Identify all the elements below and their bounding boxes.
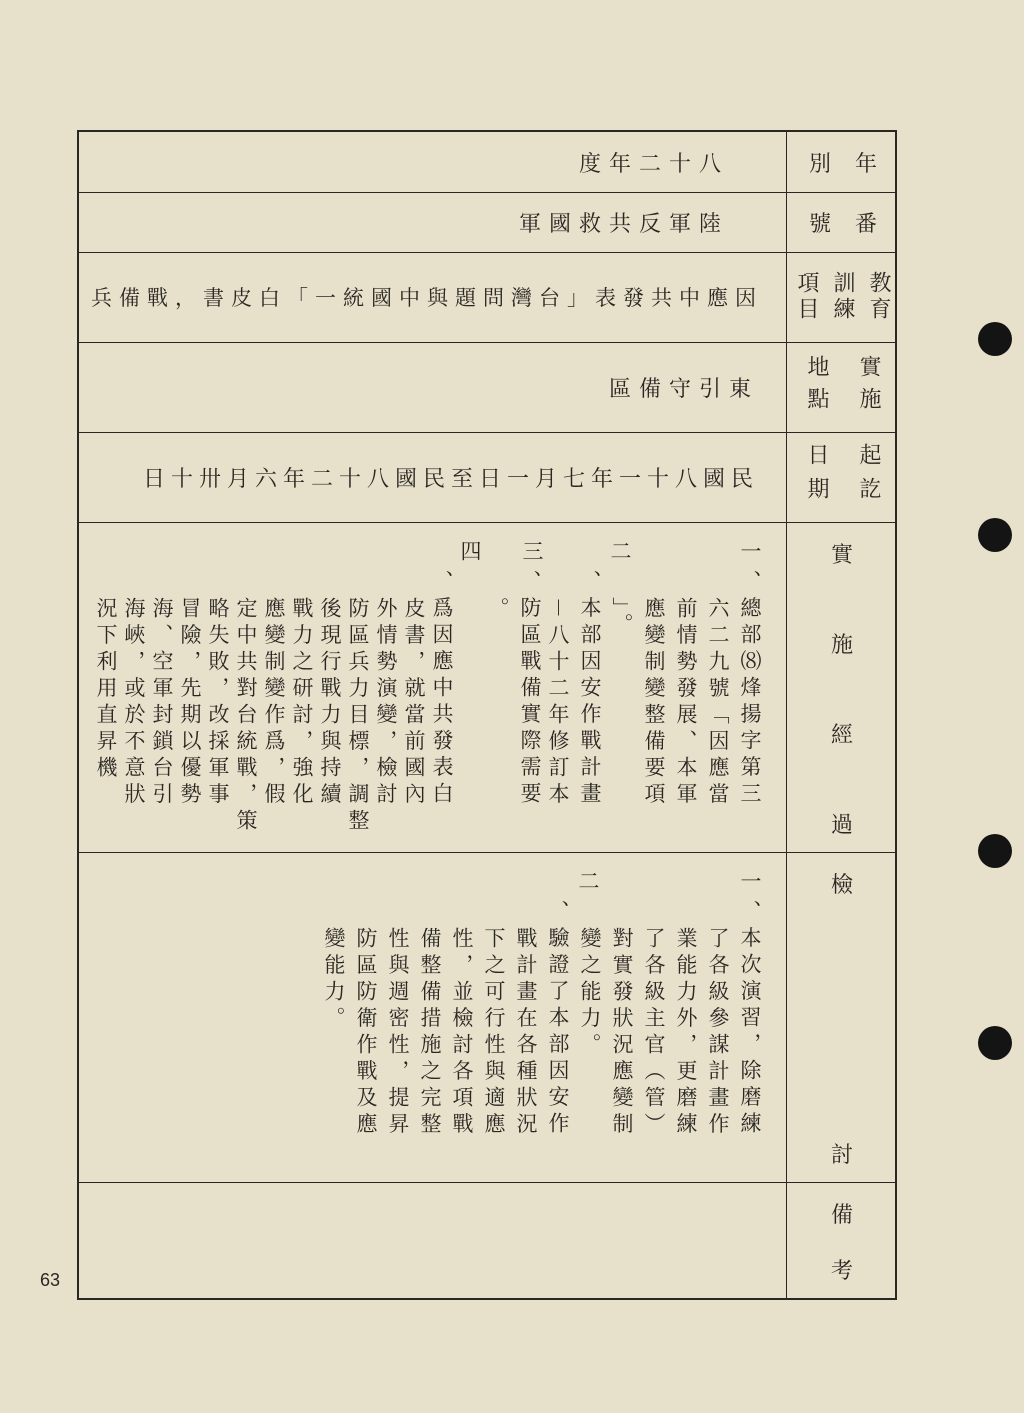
- review-item: 戰計畫在各種狀況: [514, 927, 538, 1139]
- process-item: 皮書，就當前國內: [402, 597, 426, 809]
- review-item: 防區防衛作戰及應: [354, 927, 378, 1139]
- process-item: 後現行戰力與持續: [318, 597, 342, 809]
- process-item: 前情勢發展、本軍: [674, 597, 698, 809]
- row-year: [79, 132, 895, 192]
- process-item: 況下利用直昇機: [94, 597, 118, 783]
- binder-hole: [978, 518, 1012, 552]
- review-item: 了各級參謀計畫作: [706, 927, 730, 1139]
- process-item: 防區兵力目標，調整: [346, 597, 370, 836]
- process-item: 、爲因應中共發表白: [430, 570, 454, 809]
- process-item-num: 三: [520, 540, 544, 567]
- year-value: 八十二年度: [578, 151, 729, 177]
- process-item: －八十二年修訂本: [546, 597, 570, 809]
- review-item-num: 一: [738, 870, 762, 897]
- process-item: 戰力之研討，強化: [290, 597, 314, 809]
- process-item: 六二九號「因應當: [706, 597, 730, 809]
- process-item: 應變制變整備要項: [642, 597, 666, 809]
- process-item: 應變制變作爲，假: [262, 597, 286, 809]
- process-item-num: 四: [458, 540, 482, 567]
- process-item-num: 二: [608, 540, 632, 567]
- process-item: 」。: [610, 597, 634, 640]
- year-label: 別 年: [809, 151, 877, 177]
- remarks-label: 備 考: [830, 1203, 853, 1284]
- process-label: 實 施 經 過: [830, 543, 853, 838]
- review-item: 對實發狀況應變制: [610, 927, 634, 1139]
- review-item: 性，並檢討各項戰: [450, 927, 474, 1139]
- process-item: 海峽，或於不意狀: [122, 597, 146, 809]
- process-item: 定中共對台統戰，策: [234, 597, 258, 836]
- unit-value: 陸軍反共救國軍: [518, 211, 729, 237]
- review-item: 業能力外，更磨練: [674, 927, 698, 1139]
- process-item: 、本部因安作戰計畫: [578, 570, 602, 809]
- row-dates: [79, 432, 895, 522]
- review-item: 了各級主官（管）: [642, 927, 666, 1139]
- process-item: 。: [486, 597, 510, 624]
- review-item: 、本次演習，除磨練: [738, 900, 762, 1139]
- process-item: 、防區戰備實際需要: [518, 570, 542, 809]
- training-item-label: 教育 訓練 項目: [794, 271, 891, 323]
- unit-label: 號 番: [809, 211, 877, 237]
- process-item: 冒險，先期以優勢: [178, 597, 202, 809]
- training-item-value: 因應中共發表「台灣問題與中國統一」白皮書，戰備兵: [91, 286, 763, 310]
- binder-hole: [978, 322, 1012, 356]
- review-item-num: 二: [576, 870, 600, 897]
- location-label: 實施 地點: [804, 355, 881, 419]
- row-unit: [79, 192, 895, 252]
- dates-value: 民國八十一年七月一日至民國八十二年六月卅十日: [142, 466, 759, 492]
- binder-hole: [978, 834, 1012, 868]
- row-training-item: [79, 252, 895, 342]
- dates-label: 起訖 日期: [804, 443, 881, 511]
- review-item: 變能力。: [322, 927, 346, 1033]
- process-item: 外情勢演變，檢討: [374, 597, 398, 809]
- review-item: 下之可行性與適應: [482, 927, 506, 1139]
- process-item: 海、空軍封鎖台引: [150, 597, 174, 809]
- review-item: 、驗證了本部因安作: [546, 900, 570, 1139]
- process-item-num: 一: [738, 540, 762, 567]
- row-remarks: [79, 1182, 895, 1300]
- review-item: 變之能力。: [578, 927, 602, 1060]
- page-number: 63: [40, 1270, 61, 1290]
- review-item: 備整備措施之完整: [418, 927, 442, 1139]
- row-review: [79, 852, 895, 1182]
- process-item: 、總部⑻烽揚字第三: [738, 570, 762, 809]
- process-item: 略失敗，改採軍事: [206, 597, 230, 809]
- review-item: 性與週密性，提昇: [386, 927, 410, 1139]
- row-process: [79, 522, 895, 852]
- review-label: 檢 討: [830, 873, 853, 1168]
- location-value: 東引守備區: [608, 376, 759, 402]
- binder-hole: [978, 1026, 1012, 1060]
- row-location: [79, 342, 895, 432]
- form-table: [77, 130, 897, 1300]
